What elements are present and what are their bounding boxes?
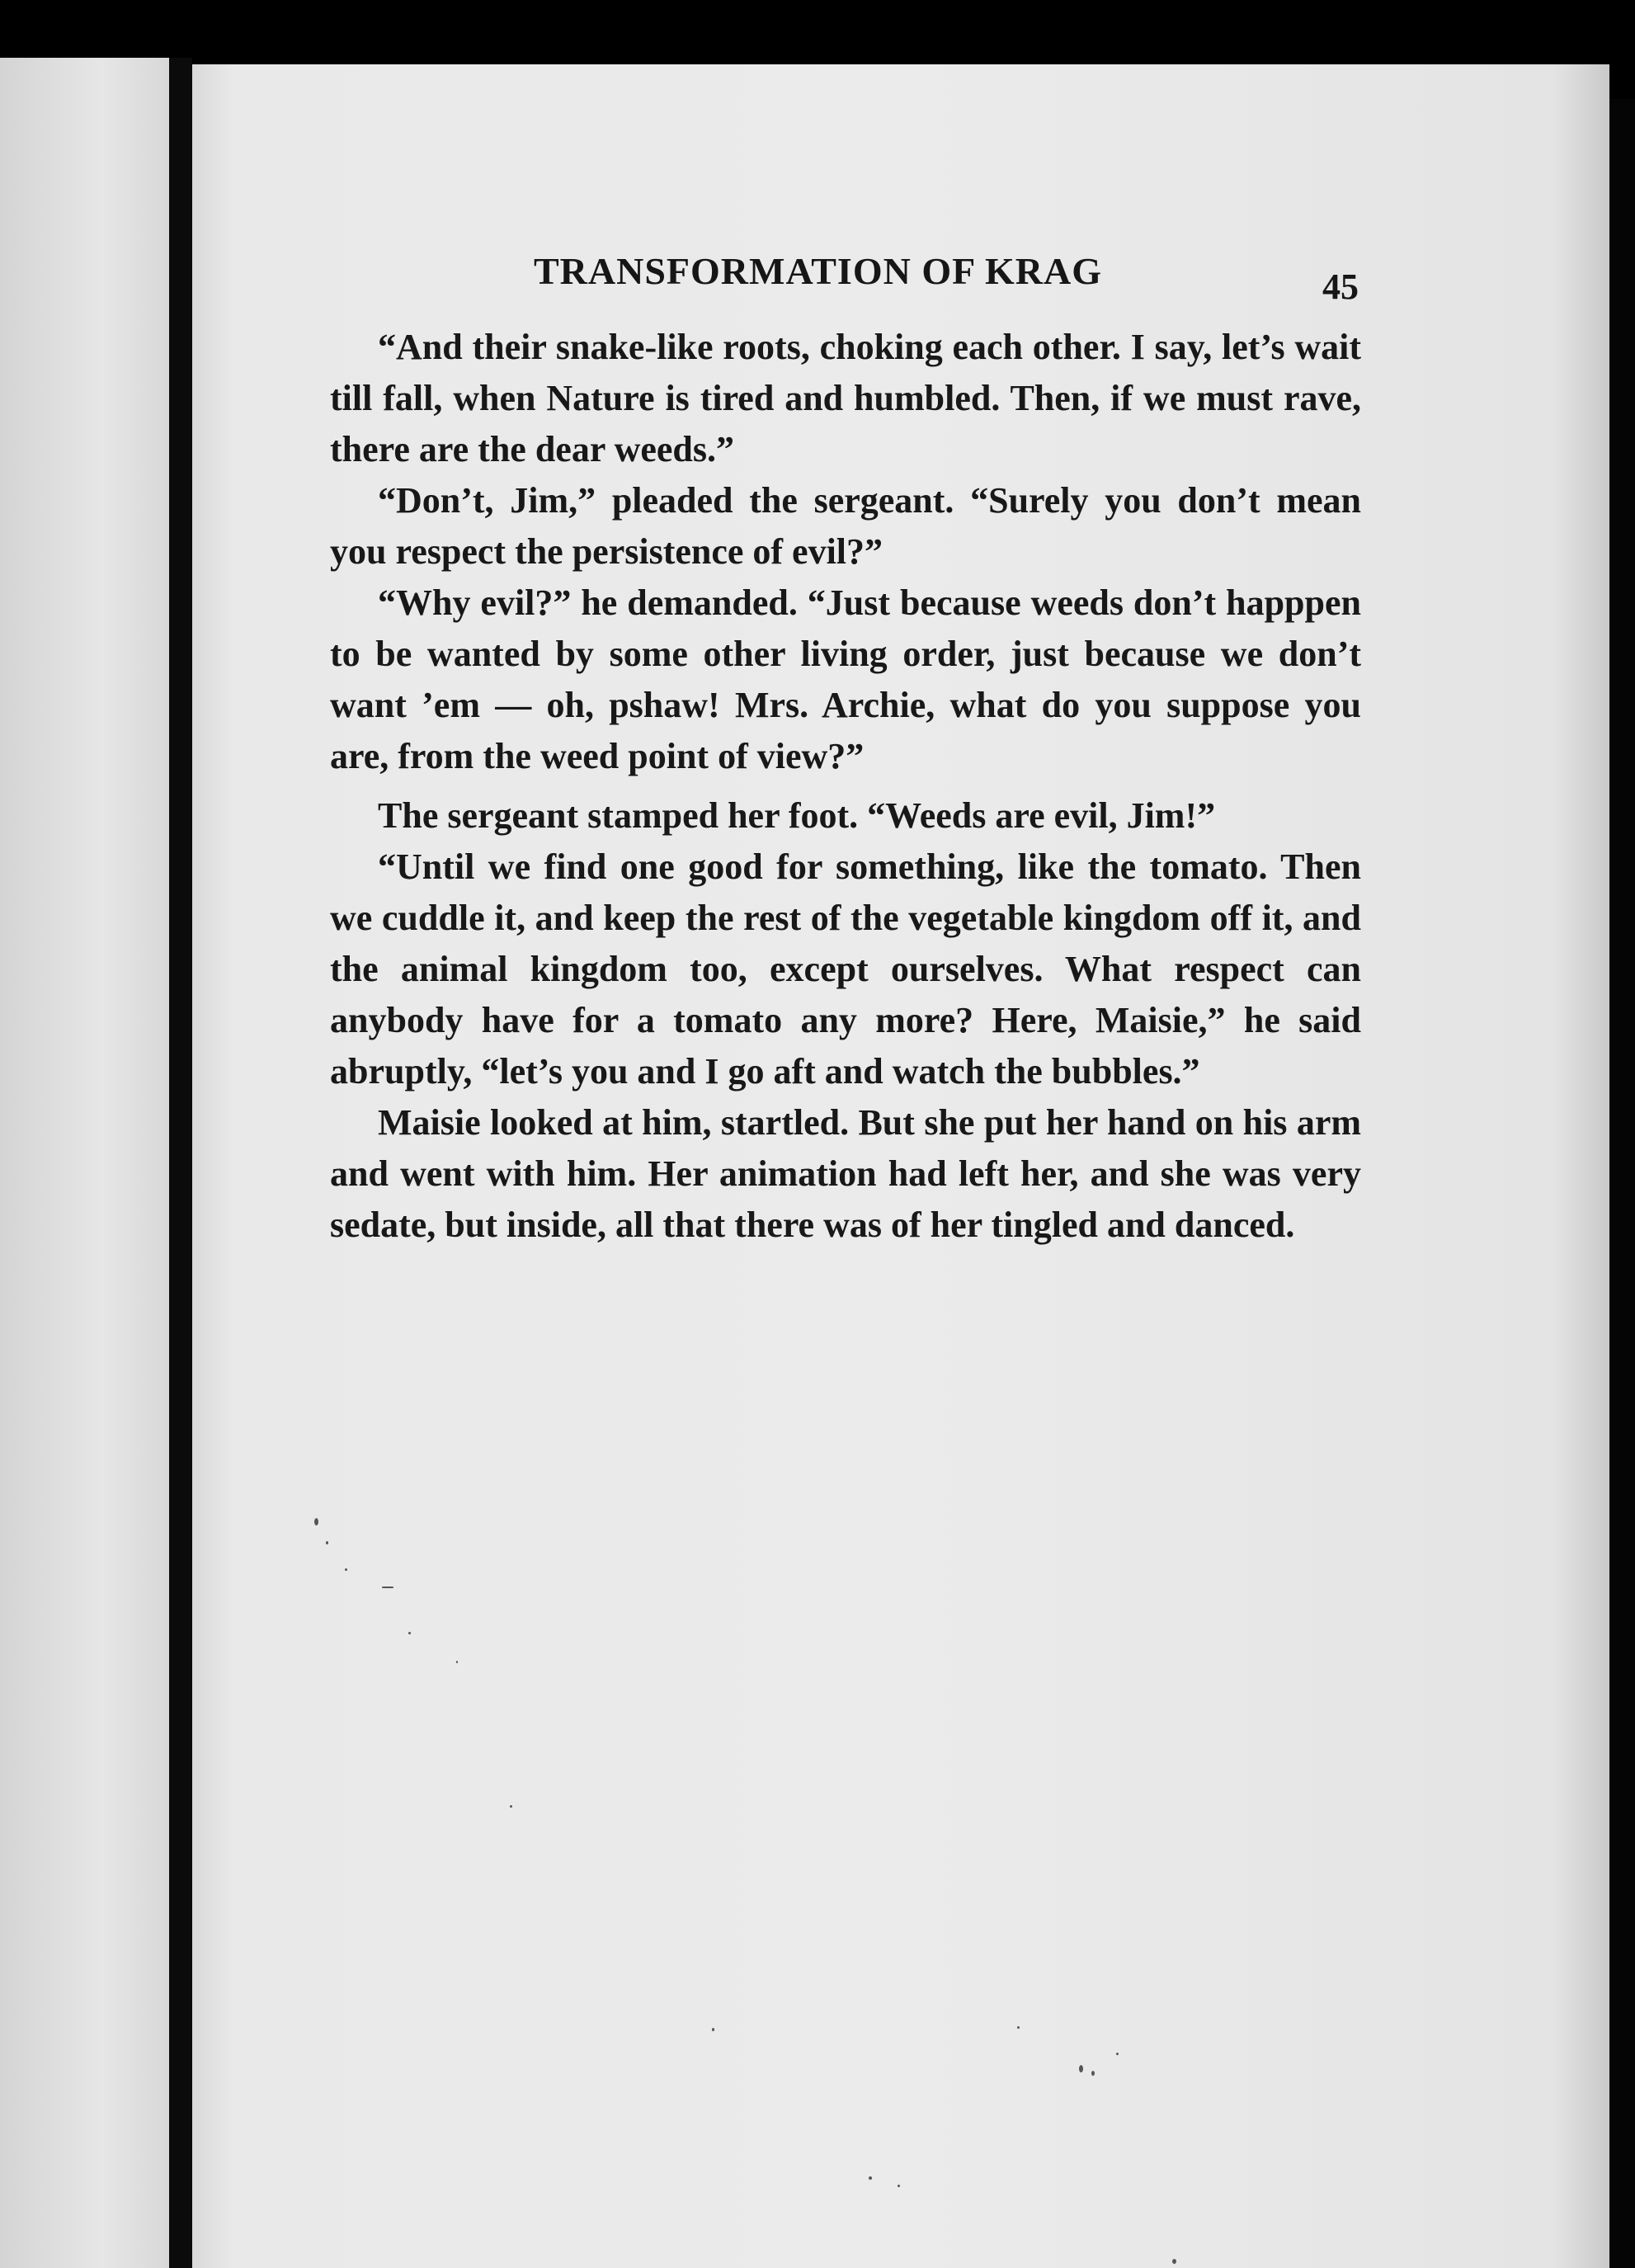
paragraph: “And their snake-like roots, choking each other. I say, let’s wait till fall, when Nature is tired and humbled. Then, if we must rave, there are the dear weeds.” [330, 327, 1361, 469]
paragraph: Maisie looked at him, startled. But she put her hand on his arm and went with him. Her animation had left her, and she was very sedate, but inside, all that there was of her tingled and danced. [330, 1102, 1361, 1245]
paragraph: “Why evil?” he demanded. “Just because weeds don’t happpen to be wanted by some other living order, just because we don’t want ’em — oh, pshaw! Mrs. Archie, what do you suppose you are, from the weed point of view?” [330, 582, 1361, 776]
paragraph: “Until we find one good for something, like the tomato. Then we cuddle it, and keep the rest of the vegetable kingdom off it, and the animal kingdom too, except ourselves. What respect can anybody have for a tomato any more? Here, Maisie,” he said abruptly, “let’s you and I go aft and watch the bubbles.” [330, 846, 1361, 1092]
body-text [330, 322, 1361, 1251]
book-gutter [169, 58, 192, 2268]
left-page-edge [0, 58, 169, 2268]
page-number: 45 [1322, 266, 1359, 307]
paragraph: The sergeant stamped her foot. “Weeds are evil, Jim!” [378, 795, 1216, 836]
running-title: TRANSFORMATION OF KRAG [534, 250, 1102, 292]
right-scan-border [1609, 99, 1635, 2268]
paragraph: “Don’t, Jim,” pleaded the sergeant. “Surely you don’t mean you respect the persistence of evil?” [330, 480, 1361, 572]
